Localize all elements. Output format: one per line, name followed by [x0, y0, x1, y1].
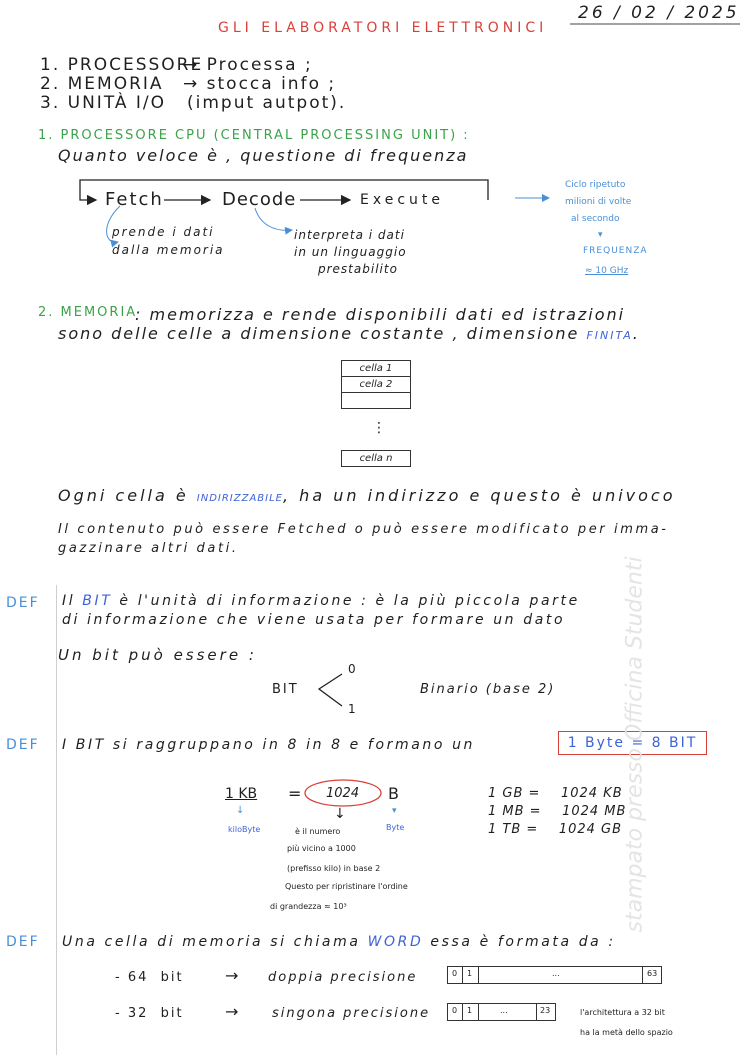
cycle-arrow [515, 192, 555, 204]
list-item-desc: (imput autpot). [187, 93, 347, 113]
word-64-box [447, 966, 662, 984]
fetch-note-2: dalla memoria [112, 243, 225, 257]
execute-label: Execute [360, 192, 444, 208]
memory-cell: cella n [341, 450, 411, 467]
value-1024: 1024 [326, 786, 360, 801]
watermark: stampato presso Officina Studenti [622, 556, 648, 933]
word-row-64: - 64 bit [115, 970, 184, 985]
mid-arrow-icon: ↓ [334, 806, 346, 822]
tb-line: 1 TB = 1024 GB [488, 822, 623, 837]
arch-note-1: l'architettura a 32 bit [580, 1008, 665, 1017]
cycle-note-2: milioni di volte [565, 197, 632, 207]
bit-zero: 0 [348, 662, 356, 676]
memoria-line-1: : memorizza e rende disponibili dati ed istrazioni [135, 305, 626, 324]
word-row-32: - 32 bit [115, 1006, 184, 1021]
kilo-note-5: di grandezza ≈ 10³ [270, 902, 347, 911]
content-line-1: Il contenuto può essere Fetched o può essere modificato per imma- [58, 522, 669, 537]
word-32-box [447, 1003, 556, 1021]
binary-label: Binario (base 2) [420, 682, 556, 697]
b-label: B [388, 784, 399, 803]
equals-sign: = [288, 784, 302, 803]
memory-cell [341, 392, 411, 409]
bit-index: ... [500, 1006, 508, 1015]
bit-branch [316, 672, 346, 708]
mb-line: 1 MB = 1024 MB [488, 804, 627, 819]
cpu-subtitle: Quanto veloce è , questione di frequenza [58, 146, 469, 165]
kb-arrow-icon: ↓ [236, 805, 245, 816]
word-row-32-desc: singona precisione [272, 1006, 431, 1021]
arrow-icon: → [225, 966, 239, 985]
margin-line [56, 585, 57, 1055]
decode-note-3: prestabilito [318, 262, 398, 276]
decode-label: Decode [222, 189, 297, 210]
bit-index: 1 [467, 969, 473, 978]
kb-label: 1 KB [225, 786, 258, 802]
bit-index: 63 [647, 969, 658, 978]
word-def-line: Una cella di memoria si chiama WORD essa è formata da : [62, 934, 616, 950]
byte-def-line: I BIT si raggruppano in 8 in 8 e formano un [62, 737, 476, 753]
def-label: DEF [6, 737, 40, 753]
date: 26 / 02 / 2025 [578, 3, 740, 23]
bit-word: BIT [272, 682, 299, 697]
content-line-2: gazzinare altri dati. [58, 541, 239, 556]
bit-index: 23 [540, 1006, 551, 1015]
frequency-label: FREQUENZA [583, 246, 648, 256]
kilo-note-1: è il numero [295, 827, 341, 836]
bit-index: 1 [467, 1006, 473, 1015]
def-label: DEF [6, 595, 40, 611]
byte-label: Byte [386, 823, 405, 832]
addressable-line: Ogni cella è INDIRIZZABILE, ha un indirizzo e questo è univoco [58, 486, 676, 505]
list-item: 3. UNITÀ I/O [40, 93, 167, 113]
bit-one: 1 [348, 702, 356, 716]
frequency-value: ≈ 10 GHz [585, 266, 629, 276]
word-row-64-desc: doppia precisione [268, 970, 418, 985]
memoria-line-2: sono delle celle a dimensione costante , dimensione FINITA. [58, 324, 640, 343]
arrow-icon: → [225, 1002, 239, 1021]
def-label: DEF [6, 934, 40, 950]
bit-index: ... [552, 969, 560, 978]
bit-index: 0 [452, 969, 458, 978]
list-item-desc: → Processa ; [183, 55, 313, 75]
date-underline [570, 22, 740, 26]
cycle-note-1: Ciclo ripetuto [565, 180, 626, 190]
page-title: GLI ELABORATORI ELETTRONICI [218, 20, 548, 36]
cpu-heading: 1. PROCESSORE CPU (CENTRAL PROCESSING UNIT) : [38, 128, 470, 143]
kilo-note-2: più vicino a 1000 [287, 844, 356, 853]
decode-note-1: interpreta i dati [294, 228, 405, 242]
kilo-note-4: Questo per ripristinare l'ordine [285, 882, 408, 891]
bit-index: 0 [452, 1006, 458, 1015]
kilo-note-3: (prefisso kilo) in base 2 [287, 864, 381, 873]
memoria-heading: 2. MEMORIA [38, 305, 138, 320]
list-item: 2. MEMORIA [40, 74, 164, 94]
gb-line: 1 GB = 1024 KB [488, 786, 623, 801]
bit-def-line-2: di informazione che viene usata per formare un dato [62, 612, 566, 628]
bit-def-line-1: Il BIT è l'unità di informazione : è la più piccola parte [62, 593, 580, 609]
memory-cell: cella 2 [341, 376, 411, 393]
fetch-label: Fetch [105, 189, 164, 210]
b-arrow-icon: ▾ [392, 806, 397, 816]
fetch-note-1: prende i dati [112, 225, 215, 239]
memory-ellipsis: ⋮ [372, 420, 386, 436]
decode-note-2: in un linguaggio [294, 245, 407, 259]
list-item-desc: → stocca info ; [183, 74, 337, 94]
byte-boxed: 1 Byte = 8 BIT [558, 731, 707, 755]
memory-cell: cella 1 [341, 360, 411, 377]
down-arrow-icon: ▾ [598, 230, 603, 240]
bit-can-be: Un bit può essere : [58, 646, 257, 664]
arch-note-2: ha la metà dello spazio [580, 1028, 673, 1037]
cycle-note-3: al secondo [571, 214, 620, 224]
kilobyte-label: kiloByte [228, 825, 261, 834]
list-item: 1. PROCESSORE [40, 55, 204, 75]
